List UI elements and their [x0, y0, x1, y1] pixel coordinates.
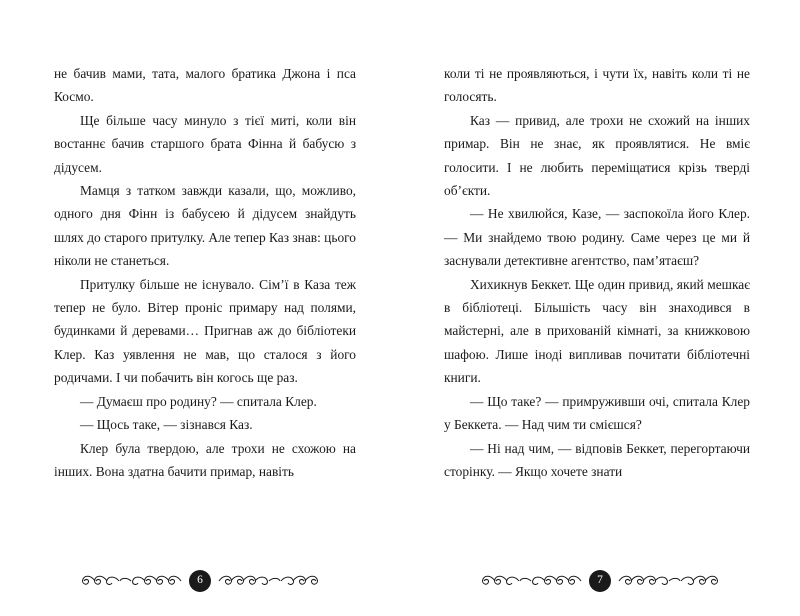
- flourish-right-icon: [215, 572, 319, 590]
- paragraph: Мамця з татком завжди казали, що, можливо, одного дня Фінн із бабусею й дідусем знайдуть шлях до старого притулку. Але тепер Каз знав: цього ніколи не станеться.: [54, 183, 356, 269]
- page-number: 6: [189, 570, 211, 592]
- paragraph: Притулку більше не існувало. Сім’ї в Каза теж тепер не було. Вітер проніс примару над полями, будинками й деревами… Пригнав аж до бібліотеки Клер. Каз уявлення не мав, що сталося з його родичами. І чи побачить він когось ще раз.: [54, 276, 356, 386]
- paragraph: — Що таке? — примруживши очі, спитала Клер у Беккета. — Над чим ти смієшся?: [444, 393, 750, 433]
- flourish-right-icon: [615, 572, 719, 590]
- paragraph: — Думаєш про родину? — спитала Клер.: [80, 393, 317, 409]
- right-page-text-column: [444, 62, 750, 483]
- left-page-footer: [0, 570, 400, 592]
- paragraph: Ще більше часу минуло з тієї миті, коли він востаннє бачив старшого брата Фінна й бабусю з дідусем.: [54, 112, 356, 175]
- paragraph: — Не хвилюйся, Казе, — заспокоїла його Клер. — Ми знайдемо твою родину. Саме через це ми й заснували детективне агентство, пам’ятаєш?: [444, 206, 750, 269]
- paragraph: коли ті не проявляються, і чути їх, навіть коли ті не голосять.: [444, 66, 750, 105]
- page-number: 7: [589, 570, 611, 592]
- right-page-footer: [400, 570, 800, 592]
- right-page: [400, 0, 800, 616]
- paragraph: не бачив мами, тата, малого братика Джона і пса Космо.: [54, 66, 356, 105]
- left-page-text-column: [54, 62, 356, 483]
- paragraph: Клер була твердою, але трохи не схожою на інших. Вона здатна бачити примар, навіть: [54, 440, 356, 479]
- paragraph: — Щось таке, — зізнався Каз.: [80, 417, 253, 433]
- paragraph: Хихикнув Беккет. Ще один привид, який мешкає в бібліотеці. Більшість часу він знаходився в майстерні, але в прихованій кімнаті, за книжковою шафою. Лише іноді випливав почитати бібліотечні книги.: [444, 276, 750, 386]
- flourish-left-icon: [81, 572, 185, 590]
- paragraph: Каз — привид, але трохи не схожий на інших примар. Він не знає, як проявлятися. Не вміє голосити. І не любить переміщатися крізь тверді об’єкти.: [444, 112, 750, 199]
- flourish-left-icon: [481, 572, 585, 590]
- paragraph: — Ні над чим, — відповів Беккет, перегортаючи сторінку. — Якщо хочете знати: [444, 440, 750, 479]
